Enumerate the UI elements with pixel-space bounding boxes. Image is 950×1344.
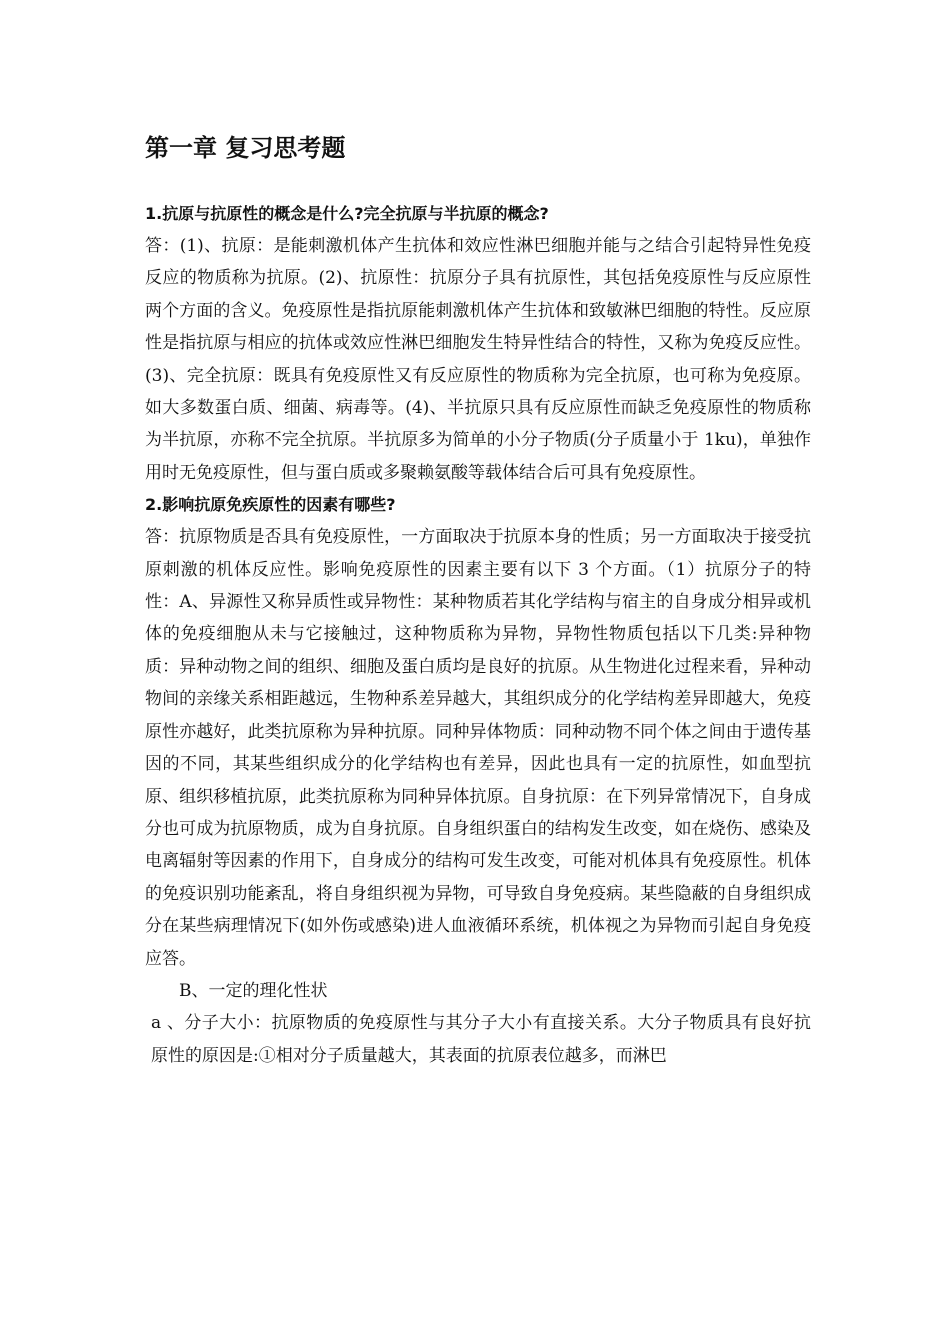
document-body	[145, 198, 811, 1072]
answer-2-subanswer: a 、分子大小：抗原物质的免疫原性与其分子大小有直接关系。大分子物质具有良好抗原性的原因是:①相对分子质量越大，其表面的抗原表位越多，而淋巴	[151, 1013, 811, 1066]
chapter-title: 第一章 复习思考题	[145, 134, 346, 162]
question-1: 1.抗原与抗原性的概念是什么?完全抗原与半抗原的概念?	[145, 204, 549, 223]
answer-2: 答：抗原物质是否具有免疫原性，一方面取决于抗原本身的性质；另一方面取决于接受抗原刺激的机体反应性。影响免疫原性的因素主要有以下 3 个方面。（1）抗原分子的特性：A、异源性又称异质性或异物性：某种物质若其化学结构与宿主的自身成分相异或机体的免疫细胞从未与它接触过，这种物质称为异物，异物性物质包括以下几类:异种物质：异种动物之间的组织、细胞及蛋白质均是良好的抗原。从生物进化过程来看，异种动物间的亲缘关系相距越远，生物种系差异越大，其组织成分的化学结构差异即越大，免疫原性亦越好，此类抗原称为异种抗原。同种异体物质：同种动物不同个体之间由于遗传基因的不同，其某些组织成分的化学结构也有差异，因此也具有一定的抗原性，如血型抗原、组织移植抗原，此类抗原称为同种异体抗原。自身抗原：在下列异常情况下，自身成分也可成为抗原物质，成为自身抗原。自身组织蛋白的结构发生改变，如在烧伤、感染及电离辐射等因素的作用下，自身成分的结构可发生改变，可能对机体具有免疫原性。机体的免疫识别功能紊乱，将自身组织视为异物，可导致自身免疫病。某些隐蔽的自身组织成分在某些病理情况下(如外伤或感染)进人血液循环系统，机体视之为异物而引起自身免疫应答。	[145, 527, 811, 969]
question-2: 2.影响抗原免疾原性的因素有哪些?	[145, 495, 396, 515]
answer-2-subheading: B、一定的理化性状	[179, 980, 328, 1001]
answer-1: 答：(1)、抗原：是能刺激机体产生抗体和效应性淋巴细胞并能与之结合引起特异性免疫反应的物质称为抗原。(2)、抗原性：抗原分子具有抗原性，其包括免疫原性与反应原性两个方面的含义。免疫原性是指抗原能刺激机体产生抗体和致敏淋巴细胞的特性。反应原性是指抗原与相应的抗体或效应性淋巴细胞发生特异性结合的特性，又称为免疫反应性。 (3)、完全抗原：既具有免疫原性又有反应原性的物质称为完全抗原，也可称为免疫原。如大多数蛋白质、细菌、病毒等。(4)、半抗原只具有反应原性而缺乏免疫原性的物质称为半抗原，亦称不完全抗原。半抗原多为简单的小分子物质(分子质量小于 1ku)，单独作用时无免疫原性，但与蛋白质或多聚赖氨酸等载体结合后可具有免疫原性。	[145, 236, 811, 483]
